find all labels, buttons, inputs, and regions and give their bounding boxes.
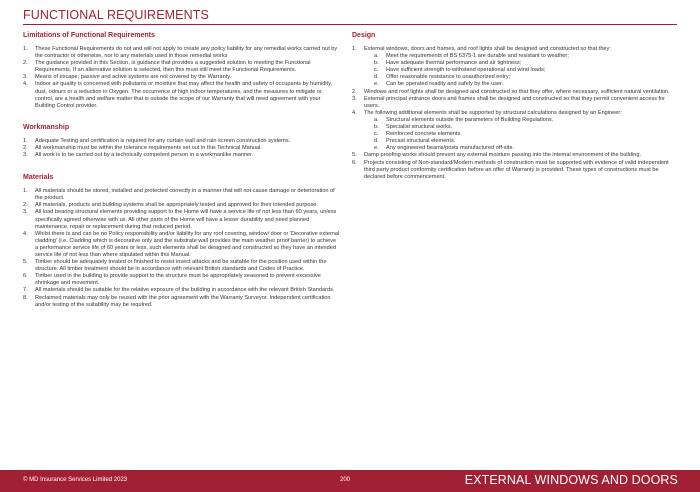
list-item: 1. These Functional Requirements do not and will not apply to create any policy liability for any remedial works carried out by the contractor or otherwise, nor to any materials used in those remedial works [23,46,338,60]
section-title-materials: Materials [23,174,54,182]
list-item: 2. All materials, products and building systems shall be appropriately tested and approved for their intended purpose. [23,202,318,209]
page-title: FUNCTIONAL REQUIREMENTS [23,8,209,22]
list-item: 6. Projects consisting of Non-standard/Modern methods of construction must be supported with evidence of valid independent third party product conformity certification before an offer of Warranty is provided. These types of constructions must be declared before commencement. [352,159,669,180]
footer-title: EXTERNAL WINDOWS AND DOORS [464,473,678,487]
list-item: 8. Reclaimed materials may only be reused with the prior agreement with the Warranty Surveyor. Independent certification and/or testing of the suitability may be required. [23,294,331,308]
copyright-text: © MD Insurance Services Limited 2023 [23,477,128,483]
right-column [352,32,677,181]
sub-list-item: c. Reinforced concrete elements. [374,131,462,138]
workmanship-list [23,138,340,159]
list-item: 1. External windows, doors and frames, and roof lights shall be designed and constructed so that they: a. Meet the requirements of BS 6375-1 are durable and resistant to weather; b. Have adequate thermal performance and air tightness; c. Have sufficient strength to withstand operational and wind loads; d. Offer reasonable resistance to unauthorized entry; e. Can be operated readily and safely by the user. [352,46,677,89]
list-item: 4. Whilst there is and can be no Policy responsibility and/or liability for any roof covering, window/ door or 'Decorative external cladding' (i.e. Cladding which is decorative only and the substrate wall provides the main weather proof barrier) to achieve a performance service life of 60 years or less, such elements shall be designed and constructed so they have an intended service life of not less than where stipulated within this Manual. [23,230,340,258]
materials-list [23,188,340,309]
page-footer [0,470,700,492]
sub-list-item: c. Have sufficient strength to withstand operational and wind loads; [374,67,546,74]
list-item: 4. Indoor air quality is concerned with pollutants or moisture that may affect the health and safety of occupants by humidity, dust, odours or a reduction in Oxygen. The occurrence of high indoor temperatures, and the measures to mitigate or control, are a health and welfare matter that is outside the scope of our Warranty that will need agreement with your Building Control provider. [23,81,333,109]
list-item: 7. All materials should be suitable for the relative exposure of the building in accordance with the relevant British Standards. [23,287,335,294]
sub-list-item: a. Meet the requirements of BS 6375-1 are durable and resistant to weather; [374,53,569,60]
design-sublist-4 [374,117,677,152]
sub-list-item: a. Structural elements outside the parameters of Building Regulations. [374,116,554,123]
list-item: 1. Adequate Testing and certification is required for any curtain wall and rain screen construction systems. [23,137,291,144]
sub-list-item: e. Can be operated readily and safely by the user. [374,81,504,88]
list-item: 5. Damp proofing works should prevent any external moisture passing into the internal environment of the building. [352,152,642,159]
sub-list-item: d. Offer reasonable resistance to unauthorized entry; [374,74,511,81]
sub-list-item: b. Have adequate thermal performance and air tightness; [374,60,522,67]
list-item: 3. All work is to be carried out by a technically competent person in a workmanlike manner. [23,152,254,159]
list-item: 1. All materials should be stored, installed and protected correctly in a manner that will not cause damage or deterioration of the product. [23,188,335,202]
list-item: 3. All load bearing structural elements providing support to the Home will have a service life of not less than 60 years, unless specifically agreed otherwise with us. All other parts of the Home will have a lesser durability and need planned maintenance, repair or replacement during that reduced period. [23,209,337,230]
page-number: 200 [340,477,351,483]
materials-section [23,174,340,309]
workmanship-section [23,124,340,159]
list-item: 5. Timber should be adequately treated or finished to resist insect attacks and be suitable for the position used within the structure. All timber treatment should be in accordance with relevant British standards and Codes of Practice. [23,259,327,273]
list-item: 2. Windows and roof lights shall be designed and constructed so that they offer, where necessary, sufficient natural ventilation. [352,88,670,95]
list-item: 2. All workmanship must be within the tolerance requirements set out in this Technical Manual. [23,144,262,151]
sub-list-item: b. Specialist structural works. [374,124,453,131]
section-title-limitations: Limitations of Functional Requirements [23,32,155,39]
limitations-list [23,46,340,110]
section-title-design: Design [352,32,376,39]
left-column [23,32,340,309]
list-item: 3. Means of escape, passive and active systems are not covered by the Warranty. [23,74,232,81]
section-title-workmanship: Workmanship [23,123,70,131]
list-item: 3. External principal entrance doors and frames shall be designed and constructed so that they permit convenient access for users. [352,95,665,109]
page-header [23,8,677,25]
sub-list-item: e. Any engineered beams/posts manufactured off-site. [374,145,515,152]
limitations-section [23,32,340,110]
design-list [352,46,677,181]
sub-list-item: d. Precast structural elements. [374,138,456,145]
list-item: 6. Timber used in the building to provide support to the structure must be appropriately seasoned to prevent excessive shrinkage and movement. [23,273,321,287]
design-sublist-1 [374,53,677,88]
list-item: 2. The guidance provided in this Section, is guidance that provides a suggested solution to meeting the Functional Requirements. If an alternative solution is selected, then this must still meet the Functional Requirements. [23,60,311,74]
list-item: 4. The following additional elements shall be supported by structural calculations designed by an Engineer: a. Structural elements outside the parameters of Building Regulations. b. Specialist structural works. c. Reinforced concrete elements. d. Precast structural elements. e. Any engineered beams/posts manufactured off-site. [352,110,677,153]
design-section [352,32,677,181]
